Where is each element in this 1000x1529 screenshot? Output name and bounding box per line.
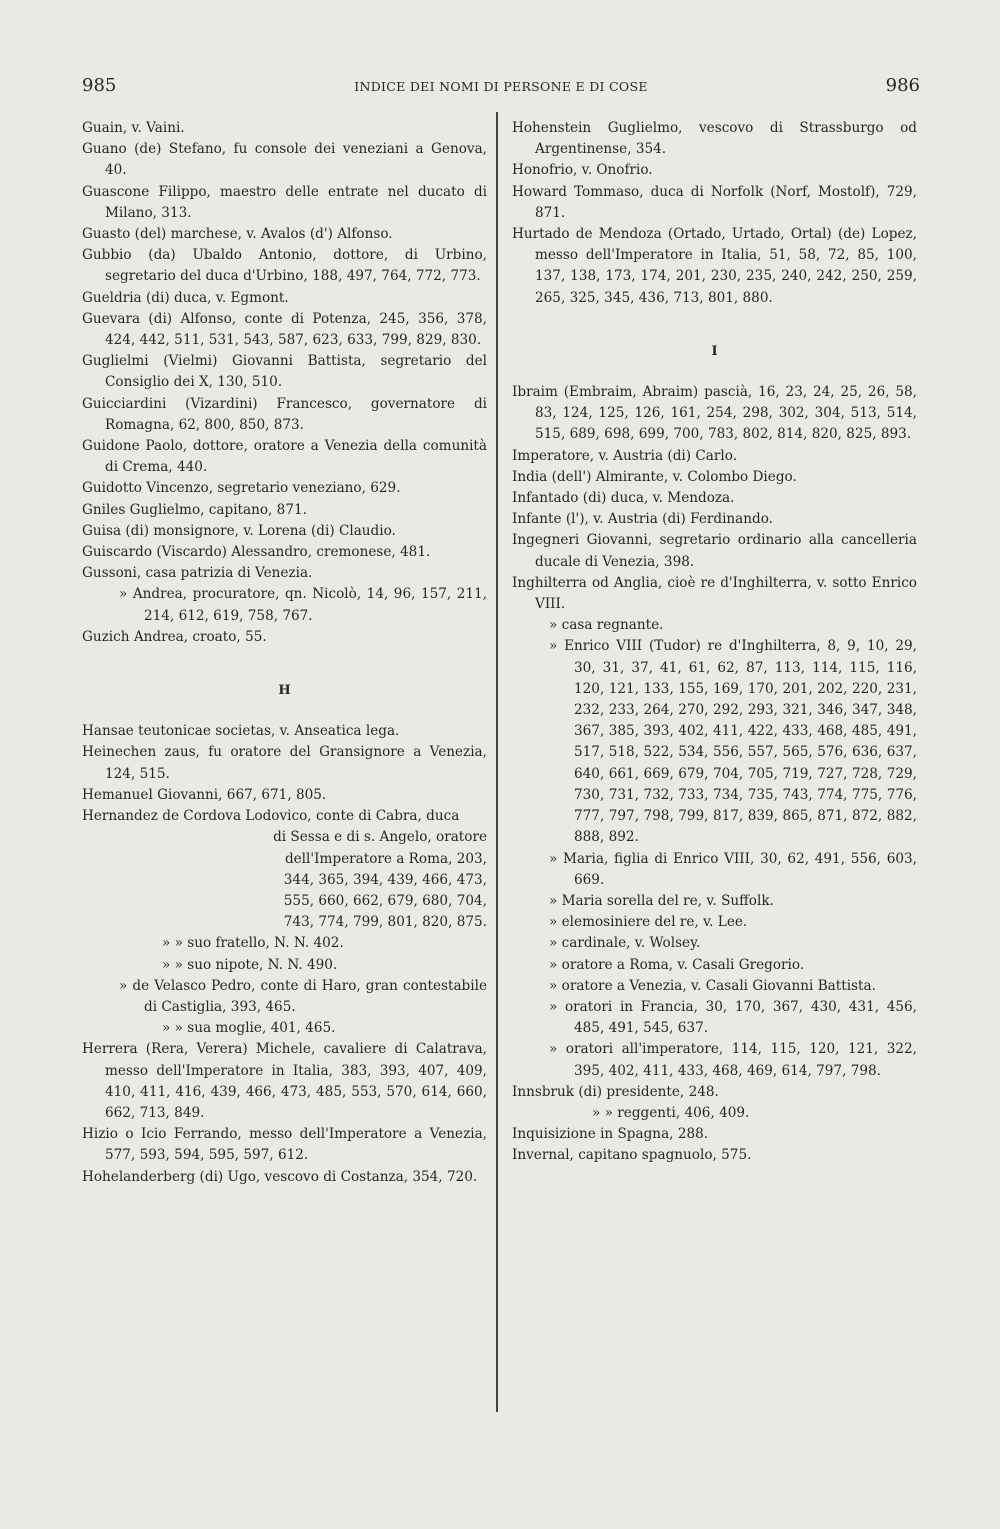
- index-entry: Heinechen zaus, fu oratore del Gransignore a Venezia, 124, 515.: [82, 744, 487, 782]
- index-entry: Gniles Guglielmo, capitano, 871.: [82, 501, 307, 518]
- index-entry: Infantado (di) duca, v. Mendoza.: [512, 490, 735, 507]
- right-column: [512, 118, 917, 1167]
- index-entry: Guasto (del) marchese, v. Avalos (d') Alfonso.: [82, 226, 393, 243]
- index-entry: Hohenstein Guglielmo, vescovo di Strassburgo od Argentinense, 354.: [512, 120, 917, 158]
- index-entry: Hemanuel Giovanni, 667, 671, 805.: [82, 786, 327, 803]
- index-entry: Guain, v. Vaini.: [82, 120, 185, 136]
- index-entry: Infante (l'), v. Austria (di) Ferdinando.: [512, 511, 774, 528]
- index-entry: India (dell') Almirante, v. Colombo Diego.: [512, 468, 797, 485]
- index-entry: Hizio o Icio Ferrando, messo dell'Imperatore a Venezia, 577, 593, 594, 595, 597, 612.: [82, 1126, 487, 1164]
- index-entry: Guisa (di) monsignore, v. Lorena (di) Claudio.: [82, 522, 396, 539]
- index-entry: Ingegneri Giovanni, segretario ordinario alla cancelleria ducale di Venezia, 398.: [512, 532, 917, 570]
- page-number-right: 986: [885, 75, 920, 96]
- index-entry: di Sessa e di s. Angelo, oratore dell'Imperatore a Roma, 203, 344, 365, 394, 439, 466, 473, 555, 660, 662, 679, 680, 704, 743, 774, 799, 801, 820, 875.: [273, 829, 487, 931]
- index-entry: » » suo fratello, N. N. 402.: [162, 935, 344, 952]
- index-entry: » de Velasco Pedro, conte di Haro, gran contestabile di Castiglia, 393, 465.: [119, 977, 487, 1015]
- index-entry: Herrera (Rera, Verera) Michele, cavaliere di Calatrava, messo dell'Imperatore in Italia, 383, 393, 407, 409, 410, 411, 416, 439, 466, 473, 485, 553, 570, 614, 660, 662, 713, 849.: [82, 1041, 487, 1121]
- index-entry: » oratore a Venezia, v. Casali Giovanni Battista.: [549, 977, 876, 994]
- index-entry: Guidone Paolo, dottore, oratore a Venezia della comunità di Crema, 440.: [82, 438, 487, 476]
- page-header: [82, 75, 920, 105]
- index-entry: Guascone Filippo, maestro delle entrate nel ducato di Milano, 313.: [82, 183, 487, 221]
- index-entry: Guano (de) Stefano, fu console dei veneziani a Genova, 40.: [82, 141, 487, 179]
- index-entry: » » sua moglie, 401, 465.: [162, 1020, 336, 1037]
- left-column: [82, 118, 487, 1188]
- index-entry: Gubbio (da) Ubaldo Antonio, dottore, di Urbino, segretario del duca d'Urbino, 188, 497, 764, 772, 773.: [82, 247, 487, 285]
- index-entry: Hurtado de Mendoza (Ortado, Urtado, Ortal) (de) Lopez, messo dell'Imperatore in Italia, 51, 58, 72, 85, 100, 137, 138, 173, 174, 201, 230, 235, 240, 242, 250, 259, 265, 325, 345, 436, 713, 801, 880.: [512, 226, 917, 306]
- page-number-left: 985: [82, 75, 117, 96]
- index-entry: Invernal, capitano spagnuolo, 575.: [512, 1147, 752, 1164]
- index-entry: Innsbruk (di) presidente, 248.: [512, 1083, 719, 1100]
- index-entry: Hernandez de Cordova Lodovico, conte di Cabra, duca: [82, 808, 460, 825]
- index-entry: Guiscardo (Viscardo) Alessandro, cremonese, 481.: [82, 544, 431, 561]
- section-letter: H: [278, 683, 291, 699]
- index-entry: » Andrea, procuratore, qn. Nicolò, 14, 96, 157, 211, 214, 612, 619, 758, 767.: [119, 586, 487, 624]
- index-entry: Inquisizione in Spagna, 288.: [512, 1126, 709, 1143]
- index-entry: Honofrio, v. Onofrio.: [512, 162, 653, 179]
- column-divider: [496, 112, 498, 1412]
- index-entry: Ibraim (Embraim, Abraim) pascià, 16, 23, 24, 25, 26, 58, 83, 124, 125, 126, 161, 254, 298, 302, 304, 513, 514, 515, 689, 698, 699, 700, 783, 802, 814, 820, 825, 893.: [512, 384, 917, 443]
- index-entry: Gussoni, casa patrizia di Venezia.: [82, 565, 313, 582]
- index-entry: Inghilterra od Anglia, cioè re d'Inghilterra, v. sotto Enrico VIII.: [512, 574, 917, 613]
- index-entry: » casa regnante.: [549, 617, 664, 634]
- index-entry: » oratori all'imperatore, 114, 115, 120, 121, 322, 395, 402, 411, 433, 468, 469, 614, 797, 798.: [549, 1041, 917, 1079]
- index-entry: Guzich Andrea, croato, 55.: [82, 628, 267, 645]
- index-entry: » Maria sorella del re, v. Suffolk.: [549, 892, 774, 909]
- index-entry: » oratore a Roma, v. Casali Gregorio.: [549, 956, 805, 973]
- index-entry: Imperatore, v. Austria (di) Carlo.: [512, 447, 738, 464]
- index-entry: » cardinale, v. Wolsey.: [549, 935, 701, 952]
- index-entry: Hansae teutonicae societas, v. Anseatica lega.: [82, 723, 400, 740]
- index-entry: » oratori in Francia, 30, 170, 367, 430, 431, 456, 485, 491, 545, 637.: [549, 998, 917, 1037]
- index-entry: » » reggenti, 406, 409.: [592, 1104, 750, 1121]
- index-entry: Guicciardini (Vizardini) Francesco, governatore di Romagna, 62, 800, 850, 873.: [82, 395, 487, 433]
- index-entry: Guglielmi (Vielmi) Giovanni Battista, segretario del Consiglio dei X, 130, 510.: [82, 353, 487, 391]
- index-entry: » Maria, figlia di Enrico VIII, 30, 62, 491, 556, 603, 669.: [549, 850, 917, 888]
- index-entry: Howard Tommaso, duca di Norfolk (Norf, Mostolf), 729, 871.: [512, 183, 917, 221]
- index-entry: » » suo nipote, N. N. 490.: [162, 956, 338, 973]
- index-entry: » elemosiniere del re, v. Lee.: [549, 914, 748, 931]
- section-letter: I: [711, 343, 718, 359]
- index-entry: » Enrico VIII (Tudor) re d'Inghilterra, 8, 9, 10, 29, 30, 31, 37, 41, 61, 62, 87, 113, 114, 115, 116, 120, 121, 133, 155, 169, 170, 201, 202, 220, 231, 232, 233, 264, 270, 292, 293, 321, 346, 347, 348, 367, 385, 393, 402, 411, 422, 433, 468, 485, 491, 517, 518, 522, 534, 556, 557, 565, 576, 636, 637, 640, 661, 669, 679, 704, 705, 719, 727, 728, 729, 730, 731, 732, 733, 734, 735, 743, 774, 775, 776, 777, 797, 798, 799, 817, 839, 865, 871, 872, 882, 888, 892.: [549, 638, 917, 846]
- index-entry: Gueldria (di) duca, v. Egmont.: [82, 289, 289, 306]
- index-entry: Guidotto Vincenzo, segretario veneziano, 629.: [82, 480, 401, 497]
- index-entry: Guevara (di) Alfonso, conte di Potenza, 245, 356, 378, 424, 442, 511, 531, 543, 587, 623, 633, 799, 829, 830.: [82, 310, 487, 349]
- running-title: INDICE DEI NOMI DI PERSONE E DI COSE: [354, 79, 648, 94]
- index-entry: Hohelanderberg (di) Ugo, vescovo di Costanza, 354, 720.: [82, 1168, 478, 1185]
